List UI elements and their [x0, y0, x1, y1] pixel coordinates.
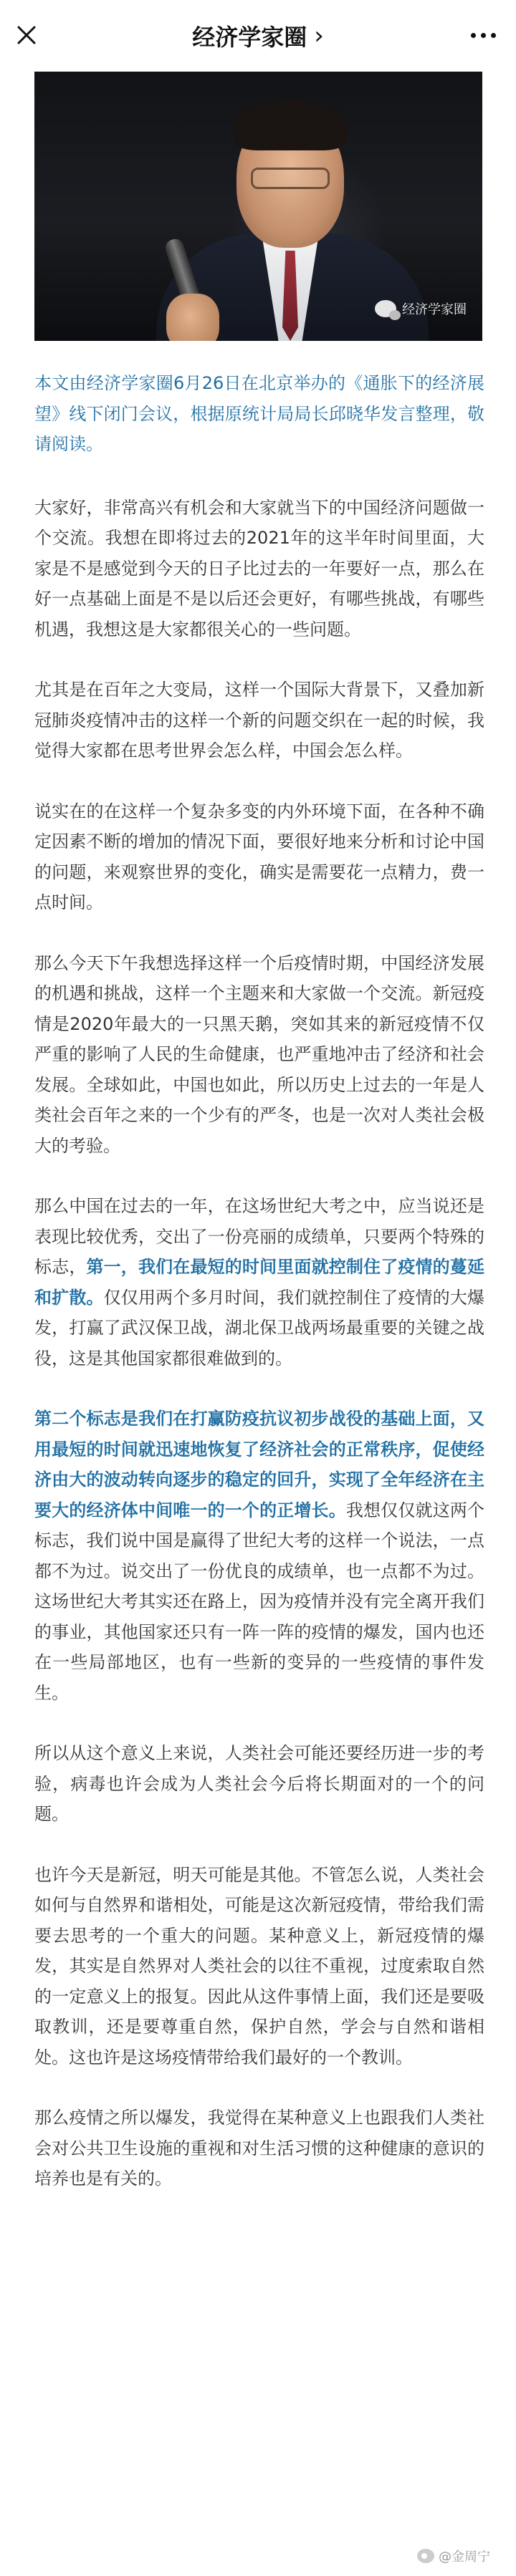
- account-title[interactable]: [0, 0, 516, 72]
- highlight-text: 第二个标志是我们在打赢防疫抗议初步战役的基础上面，又用最短的时间就迅速地恢复了经济社会的正常秩序，促使经济由大的波动转向逐步的稳定的回升，实现了全年经济在主要大的经济体中间唯一的一个的正增长。: [34, 1409, 484, 1520]
- highlight-text: 第一，我们在最短的时间里面就控制住了疫情的蔓延和扩散。: [34, 1257, 485, 1308]
- weibo-watermark-text: @金周宁: [439, 2550, 490, 2565]
- article-paragraph: 所以从这个意义上来说，人类社会可能还要经历进一步的考验，病毒也许会成为人类社会今后将长期面对的一个的问题。: [34, 1743, 484, 1824]
- article-paragraph: 那么今天下午我想选择这样一个后疫情时期，中国经济发展的机遇和挑战，这样一个主题来和大家做一个交流。新冠疫情是2020年最大的一只黑天鹅，突如其来的新冠疫情不仅严重的影响了人民的生命健康，也严重地冲击了经济和社会发展。全球如此，中国也如此，所以历史上过去的一年是人类社会百年之来的一个少有的严冬，也是一次对人类社会极大的考验。: [34, 952, 484, 1156]
- speaker-hair: [234, 100, 347, 150]
- wechat-icon: [375, 300, 396, 317]
- article-paragraph: 也许今天是新冠，明天可能是其他。不管怎么说，人类社会如何与自然界和谐相处，可能是这次新冠疫情，带给我们需要去思考的一个重大的问题。某种意义上，新冠疫情的爆发，其实是自然界对人类社会的以往不重视，过度索取自然的一定意义上的报复。因此从这件事情上面，我们还是要吸取教训，还是要尊重自然，保护自然，学会与自然和谐相处。这也许是这场疫情带给我们最好的一个教训。: [34, 1864, 484, 2068]
- more-dot-icon: [481, 33, 486, 38]
- speaker-hand: [166, 294, 219, 341]
- article-paragraph: 那么疫情之所以爆发，我觉得在某种意义上也跟我们人类社会对公共卫生设施的重视和对生活习惯的这种健康的意识的培养也是有关的。: [34, 2108, 484, 2189]
- chevron-right-icon: ›: [314, 21, 324, 50]
- article-paragraph: 大家好，非常高兴有机会和大家就当下的中国经济问题做一个交流。我想在即将过去的2021年的这半年时间里面，大家是不是感觉到今天的日子比过去的一年要好一点，那么在好一点基础上面是不是以后还会更好，有哪些挑战，有哪些机遇，我想这是大家都很关心的一些问题。: [34, 497, 484, 640]
- paragraph-text: 仅仅用两个多月时间，我们就控制住了疫情的大爆发，打赢了武汉保卫战，湖北保卫战两场最重要的关键之战役，这是其他国家都很难做到的。: [34, 1287, 484, 1369]
- speaker-glasses: [251, 168, 330, 189]
- weibo-icon: [417, 2549, 434, 2563]
- article-paragraph: [34, 1191, 484, 1374]
- article-paragraph: 尤其是在百年之大变局，这样一个国际大背景下，又叠加新冠肺炎疫情冲击的这样一个新的问题交织在一起的时候，我觉得大家都在思考世界会怎么样，中国会怎么样。: [34, 680, 484, 761]
- more-button[interactable]: [462, 19, 505, 52]
- hero-photo: [34, 72, 482, 341]
- paragraph-text: 我想仅仅就这两个标志，我们说中国是赢得了世纪大考的这样一个说法，一点都不为过。说交出了一份优良的成绩单，也一点都不为过。这场世纪大考其实还在路上，因为疫情并没有完全离开我们的事业，其他国家还只有一阵一阵的疫情的爆发，国内也还在一些局部地区，也有一些新的变异的一些疫情的事件发生。: [34, 1500, 485, 1703]
- account-name: 经济学家圈: [192, 24, 307, 51]
- article-intro: 本文由经济学家圈6月26日在北京举办的《通胀下的经济展望》线下闭门会议，根据原统计局局长邱晓华发言整理，敬请阅读。: [34, 373, 484, 454]
- photo-watermark: [375, 299, 467, 318]
- weibo-watermark: [417, 2547, 490, 2565]
- article-paragraph: 说实在的在这样一个复杂多变的内外环境下面，在各种不确定因素不断的增加的情况下面，要很好地来分析和讨论中国的问题，来观察世界的变化，确实是需要花一点精力，费一点时间。: [34, 801, 484, 912]
- more-dot-icon: [491, 33, 496, 38]
- photo-watermark-text: 经济学家圈: [402, 302, 467, 317]
- article-body: [34, 368, 484, 2224]
- paragraph-text: 那么中国在过去的一年，在这场世纪大考之中，应当说还是表现比较优秀，交出了一份亮丽的成绩单，只要两个特殊的标志，: [34, 1196, 484, 1277]
- article-paragraph: [34, 1404, 484, 1708]
- top-nav-bar: [0, 0, 516, 72]
- more-dot-icon: [471, 33, 476, 38]
